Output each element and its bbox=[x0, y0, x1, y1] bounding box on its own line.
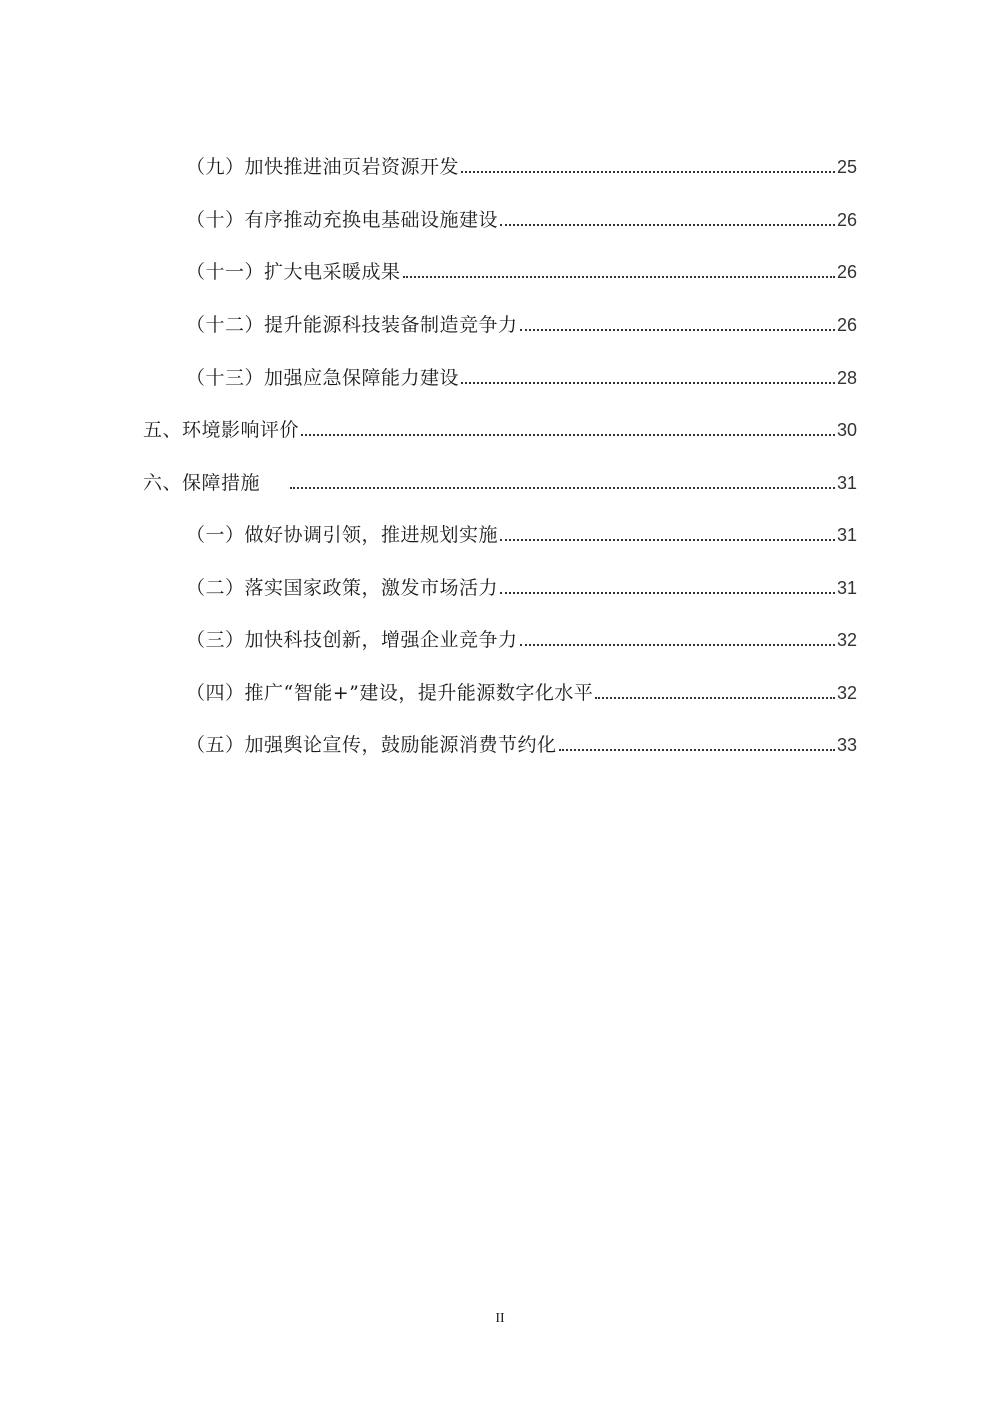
toc-entry-page: 31 bbox=[836, 578, 857, 598]
toc-entry[interactable] bbox=[186, 307, 857, 337]
toc-entry-page: 25 bbox=[836, 157, 857, 177]
toc-entry-title: （十二）提升能源科技装备制造竞争力 bbox=[186, 314, 518, 336]
dot-leader bbox=[500, 538, 835, 541]
toc-entry-page: 32 bbox=[836, 683, 857, 703]
toc-entry-title: （二）落实国家政策，激发市场活力 bbox=[186, 577, 499, 599]
dot-leader bbox=[500, 591, 835, 594]
toc-entry-page: 31 bbox=[836, 525, 857, 545]
toc-entry-page: 26 bbox=[836, 315, 857, 335]
toc-entry[interactable] bbox=[186, 149, 857, 179]
toc-entry-title: （十一）扩大电采暖成果 bbox=[186, 261, 401, 283]
toc-entry-page: 33 bbox=[836, 735, 857, 755]
toc-entry-title: （四）推广“智能+”建设，提升能源数字化水平 bbox=[186, 682, 594, 704]
toc-entry-page: 31 bbox=[836, 473, 857, 493]
dot-leader bbox=[595, 696, 835, 699]
toc-entry-page: 30 bbox=[836, 420, 857, 440]
toc-entry-title: （十）有序推动充换电基础设施建设 bbox=[186, 209, 499, 231]
toc-entry-title: （三）加快科技创新，增强企业竞争力 bbox=[186, 629, 518, 651]
toc-entry-title: （九）加快推进油页岩资源开发 bbox=[186, 156, 460, 178]
dot-leader bbox=[500, 223, 835, 226]
toc-entry-page: 28 bbox=[836, 368, 857, 388]
dot-leader bbox=[520, 643, 835, 646]
toc-entry[interactable] bbox=[186, 570, 857, 600]
toc-entry-page: 26 bbox=[836, 262, 857, 282]
dot-leader bbox=[403, 275, 835, 278]
toc-entry-title: 六、保障措施 bbox=[143, 472, 261, 494]
toc-entry[interactable] bbox=[186, 360, 857, 390]
toc-entry[interactable] bbox=[186, 675, 857, 705]
dot-leader bbox=[461, 170, 835, 173]
toc-entry[interactable] bbox=[143, 465, 857, 495]
dot-leader bbox=[520, 328, 835, 331]
toc-entry-title: （一）做好协调引领，推进规划实施 bbox=[186, 524, 499, 546]
toc-entry-page: 26 bbox=[836, 210, 857, 230]
dot-leader bbox=[461, 381, 835, 384]
toc-entry-title: 五、环境影响评价 bbox=[143, 419, 300, 441]
toc-entry[interactable] bbox=[186, 254, 857, 284]
dot-leader bbox=[559, 748, 835, 751]
dot-leader bbox=[290, 486, 835, 489]
toc-entry[interactable] bbox=[186, 202, 857, 232]
page-number: II bbox=[495, 1311, 505, 1326]
toc-entry-title: （十三）加强应急保障能力建设 bbox=[186, 367, 460, 389]
toc-entry[interactable] bbox=[186, 517, 857, 547]
toc-entry-page: 32 bbox=[836, 630, 857, 650]
toc-entry-title: （五）加强舆论宣传，鼓励能源消费节约化 bbox=[186, 734, 557, 756]
toc-entry[interactable] bbox=[186, 727, 857, 757]
dot-leader bbox=[301, 433, 835, 436]
toc-entry[interactable] bbox=[186, 622, 857, 652]
toc-entry[interactable] bbox=[143, 412, 857, 442]
